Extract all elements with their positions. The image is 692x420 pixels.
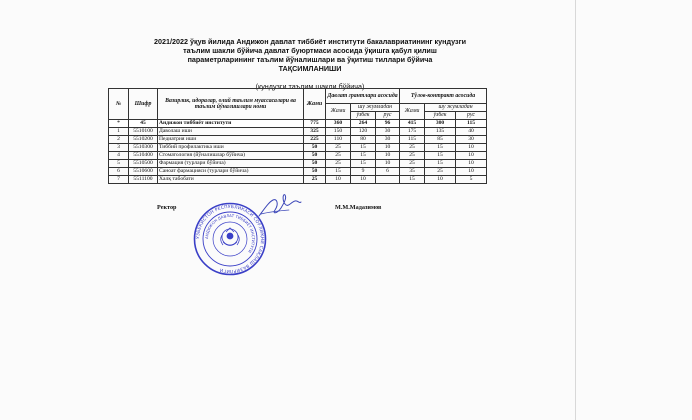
cell-grant-total: 150	[326, 128, 351, 136]
document-title	[110, 37, 510, 73]
cell-contract-uzbek: 135	[425, 128, 456, 136]
cell-contract-total: 35	[400, 168, 425, 176]
cell-total: 50	[304, 152, 326, 160]
cell-contract-rus: 115	[456, 120, 487, 128]
cell-contract-rus: 10	[456, 168, 487, 176]
cell-grant-total: 25	[326, 144, 351, 152]
header-grant-rus: рус	[376, 112, 400, 120]
cell-contract-uzbek: 300	[425, 120, 456, 128]
cell-num: *	[109, 120, 129, 128]
cell-code: 45	[129, 120, 158, 128]
cell-total: 225	[304, 136, 326, 144]
cell-contract-uzbek: 15	[425, 160, 456, 168]
cell-grant-uzbek: 15	[351, 144, 376, 152]
cell-grant-uzbek: 80	[351, 136, 376, 144]
cell-contract-uzbek: 10	[425, 176, 456, 184]
cell-num: 7	[109, 176, 129, 184]
header-contract-sum: Жами	[400, 104, 425, 120]
table-row	[109, 128, 487, 136]
cell-name: Педиатрия иши	[158, 136, 304, 144]
cell-contract-rus: 30	[456, 136, 487, 144]
signature-scribble	[255, 190, 305, 220]
cell-contract-uzbek: 15	[425, 152, 456, 160]
title-line-2: таълим шакли бўйича давлат буюртмаси асосида ўқишга қабул қилиш	[183, 46, 437, 55]
title-line-3: параметрларининг таълим йўналишлари ва ўқитиш тиллари бўйича	[187, 55, 433, 64]
cell-name: Фармация (турлари бўйича)	[158, 160, 304, 168]
header-total: Жами	[304, 89, 326, 120]
table-total-row	[109, 120, 487, 128]
cell-grant-total: 110	[326, 136, 351, 144]
cell-code: 5510100	[129, 128, 158, 136]
cell-code: 5510500	[129, 160, 158, 168]
cell-contract-total: 115	[400, 136, 425, 144]
cell-name: Халқ табобати	[158, 176, 304, 184]
header-grant: Давлат грантлари асосида	[326, 89, 400, 104]
cell-total: 775	[304, 120, 326, 128]
rector-name: М.М.Мадазимов	[335, 204, 382, 211]
cell-num: 2	[109, 136, 129, 144]
cell-grant-total: 25	[326, 160, 351, 168]
cell-name: Даволаш иши	[158, 128, 304, 136]
cell-contract-total: 25	[400, 152, 425, 160]
cell-num: 6	[109, 168, 129, 176]
cell-total: 25	[304, 176, 326, 184]
cell-name: Тиббий профилактика иши	[158, 144, 304, 152]
emblem-icon	[221, 228, 240, 246]
cell-grant-total: 25	[326, 152, 351, 160]
title-line-1: 2021/2022 ўқув йилида Андижон давлат тиббиёт институти бакалавриатининг кундузги	[154, 37, 466, 46]
header-contract-uzbek: ўзбек	[425, 112, 456, 120]
table-row	[109, 144, 487, 152]
cell-grant-rus: 10	[376, 144, 400, 152]
header-contract: Тўлов-контракт асосида	[400, 89, 487, 104]
cell-grant-uzbek: 120	[351, 128, 376, 136]
rector-label: Ректор	[157, 204, 177, 211]
cell-code: 5510600	[129, 168, 158, 176]
cell-contract-uzbek: 85	[425, 136, 456, 144]
cell-contract-total: 15	[400, 176, 425, 184]
cell-name: Саноат фармацияси (турлари бўйича)	[158, 168, 304, 176]
page-edge	[575, 0, 576, 420]
header-grant-sum: Жами	[326, 104, 351, 120]
cell-name: Стоматология (йўналишлар бўйича)	[158, 152, 304, 160]
cell-num: 4	[109, 152, 129, 160]
admission-table	[108, 88, 487, 184]
cell-contract-total: 415	[400, 120, 425, 128]
cell-code: 5510300	[129, 144, 158, 152]
table-row	[109, 176, 487, 184]
cell-grant-uzbek: 264	[351, 120, 376, 128]
cell-code: 5511100	[129, 176, 158, 184]
svg-text:ЎЗБЕКИСТОН РЕСПУБЛИКАСИ СОҒЛИҚ: ЎЗБЕКИСТОН РЕСПУБЛИКАСИ СОҒЛИҚНИ САҚЛАШ ВАЗИРЛИГИ	[195, 204, 265, 274]
table-row	[109, 160, 487, 168]
cell-grant-uzbek: 9	[351, 168, 376, 176]
cell-contract-rus: 10	[456, 144, 487, 152]
cell-total: 325	[304, 128, 326, 136]
cell-contract-uzbek: 25	[425, 168, 456, 176]
cell-code: 5510200	[129, 136, 158, 144]
cell-grant-rus: 6	[376, 168, 400, 176]
cell-contract-uzbek: 15	[425, 144, 456, 152]
cell-grant-rus: 30	[376, 128, 400, 136]
cell-grant-rus	[376, 176, 400, 184]
header-grant-uzbek: ўзбек	[351, 112, 376, 120]
header-contract-rus: рус	[456, 112, 487, 120]
cell-contract-total: 175	[400, 128, 425, 136]
cell-contract-rus: 10	[456, 152, 487, 160]
svg-text:АНДИЖОН ДАВЛАТ ТИББИЁТ ИНСТИТУ: АНДИЖОН ДАВЛАТ ТИББИЁТ ИНСТИТУТИ	[203, 212, 257, 254]
cell-grant-rus: 10	[376, 160, 400, 168]
header-contract-of-which: шу жумладан	[425, 104, 487, 112]
cell-grant-total: 15	[326, 168, 351, 176]
cell-contract-rus: 40	[456, 128, 487, 136]
cell-num: 1	[109, 128, 129, 136]
table-row	[109, 168, 487, 176]
cell-contract-rus: 5	[456, 176, 487, 184]
cell-num: 3	[109, 144, 129, 152]
header-name: Вазирлик, идоралар, олий таълим муассасалари ва таълим йўналишлари номи	[158, 89, 304, 120]
cell-grant-total: 10	[326, 176, 351, 184]
title-line-4: ТАҚСИМЛАНИШИ	[278, 64, 342, 73]
cell-grant-rus: 96	[376, 120, 400, 128]
header-code: Шифр	[129, 89, 158, 120]
header-grant-of-which: шу жумладан	[351, 104, 400, 112]
cell-contract-total: 25	[400, 160, 425, 168]
header-num: №	[109, 89, 129, 120]
document-subtitle: (кундузги таълим шакли бўйича)	[255, 82, 365, 91]
cell-grant-uzbek: 15	[351, 160, 376, 168]
cell-grant-total: 360	[326, 120, 351, 128]
cell-contract-total: 25	[400, 144, 425, 152]
cell-total: 50	[304, 160, 326, 168]
table-row	[109, 136, 487, 144]
cell-total: 50	[304, 144, 326, 152]
cell-name: Андижон тиббиёт институти	[158, 120, 304, 128]
cell-code: 5510400	[129, 152, 158, 160]
cell-contract-rus: 10	[456, 160, 487, 168]
cell-grant-uzbek: 10	[351, 176, 376, 184]
cell-grant-rus: 30	[376, 136, 400, 144]
cell-total: 50	[304, 168, 326, 176]
table-row	[109, 152, 487, 160]
cell-num: 5	[109, 160, 129, 168]
cell-grant-rus: 10	[376, 152, 400, 160]
cell-grant-uzbek: 15	[351, 152, 376, 160]
